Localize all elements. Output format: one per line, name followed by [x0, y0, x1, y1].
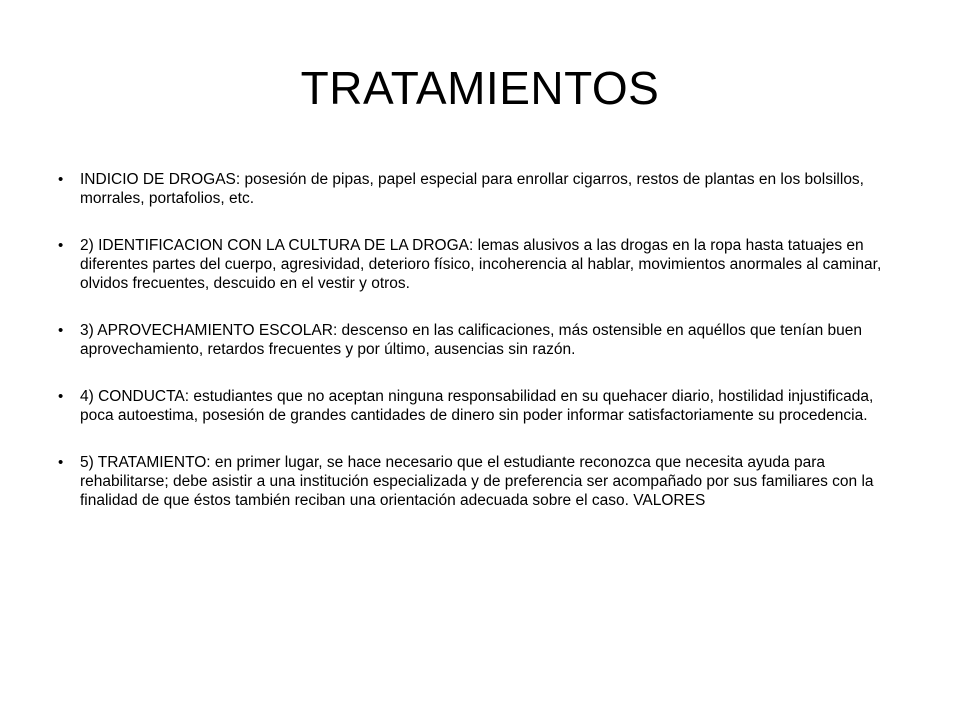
bullet-text: 3) APROVECHAMIENTO ESCOLAR: descenso en las calificaciones, más ostensible en aquéllos que tenían buen aprovechamiento, retardos frecuentes y por último, ausencias sin razón. — [80, 322, 863, 358]
bullet-item-aprovechamiento-escolar — [58, 321, 888, 359]
bullet-text: INDICIO DE DROGAS: posesión de pipas, papel especial para enrollar cigarros, restos de plantas en los bolsillos, morrales, portafolios, etc. — [80, 171, 864, 207]
bullet-text: 4) CONDUCTA: estudiantes que no aceptan ninguna responsabilidad en su quehacer diario, hostilidad injustificada, poca autoestima, posesión de grandes cantidades de dinero sin poder informar satisfactoriamente su procedencia. — [80, 388, 874, 424]
bullet-item-conducta — [58, 387, 888, 425]
bullet-dot-icon: • — [58, 388, 64, 405]
bullet-dot-icon: • — [58, 454, 64, 471]
bullet-dot-icon: • — [58, 171, 64, 188]
bullet-item-cultura-droga — [58, 236, 888, 293]
slide-title: TRATAMIENTOS — [300, 62, 660, 114]
bullet-text: 5) TRATAMIENTO: en primer lugar, se hace necesario que el estudiante reconozca que necesita ayuda para rehabilitarse; debe asistir a una institución especializada y de preferencia ser acompañado por sus familiares con la finalidad de que éstos también reciban una orientación adecuada sobre el caso. VALORES — [80, 454, 874, 509]
bullet-list — [58, 170, 888, 538]
bullet-item-tratamiento — [58, 453, 888, 510]
bullet-dot-icon: • — [58, 322, 64, 339]
bullet-text: 2) IDENTIFICACION CON LA CULTURA DE LA DROGA: lemas alusivos a las drogas en la ropa hasta tatuajes en diferentes partes del cuerpo, agresividad, deterioro físico, incoherencia al hablar, movimientos anormales al caminar, olvidos frecuentes, descuido en el vestir y otros. — [80, 237, 882, 292]
bullet-dot-icon: • — [58, 237, 64, 254]
bullet-item-indicio-drogas — [58, 170, 888, 208]
